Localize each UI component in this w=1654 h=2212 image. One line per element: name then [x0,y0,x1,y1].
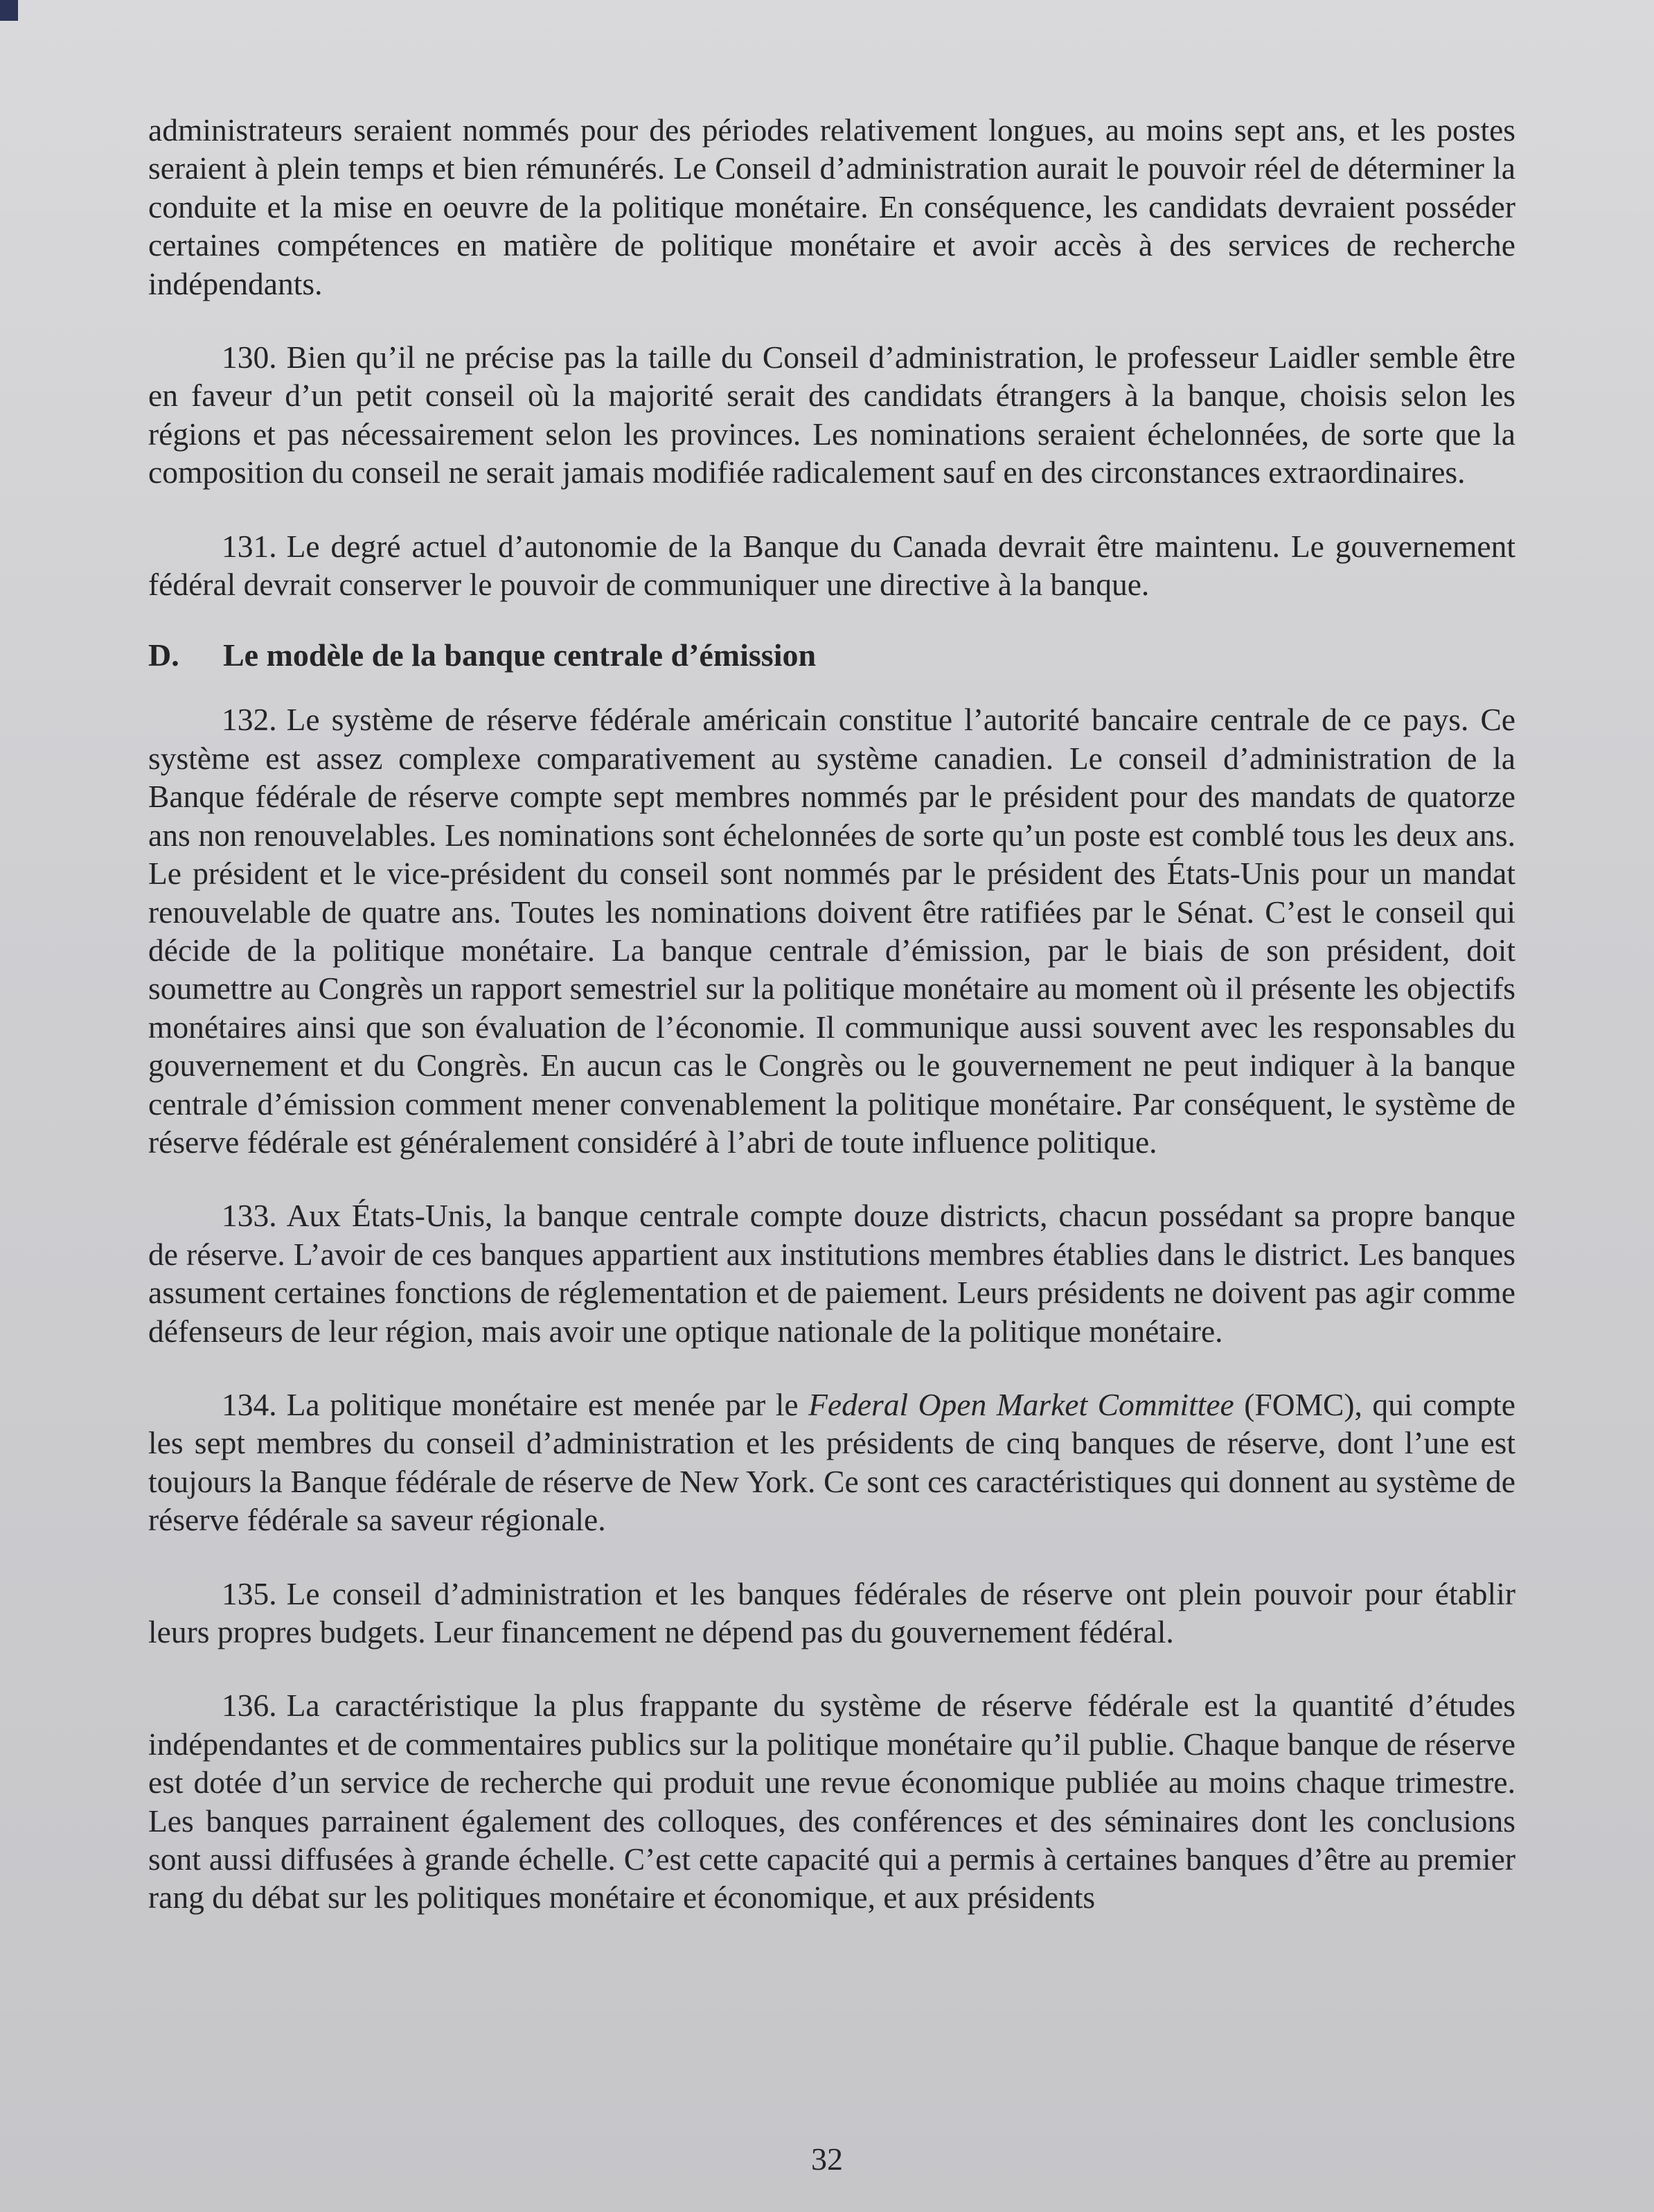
paragraph-136 [148,1686,1515,1916]
paragraph-continuation [148,111,1515,303]
paragraph-number: 131. [222,528,277,564]
paragraph-text: Le conseil d’administration et les banques fédérales de réserve ont plein pouvoir pour établir leurs propres budgets. Leur financement ne dépend pas du gouvernement fédéral. [148,1575,1515,1649]
paragraph-131 [148,527,1515,604]
paragraph-number: 135. [222,1575,277,1611]
paragraph-text-before: La politique monétaire est menée par le [286,1386,809,1422]
paragraph-number: 134. [222,1386,277,1422]
page-corner-tab [0,0,18,21]
paragraph-number: 132. [222,702,277,738]
section-heading [148,636,1515,674]
page-number: 32 [811,2141,843,2177]
paragraph-text: administrateurs seraient nommés pour des périodes relativement longues, au moins sept ans, et les postes seraient à plein temps et bien rémunérés. Le Conseil d’administration aurait le pouvoir réel de déterminer la conduite et la mise en oeuvre de la politique monétaire. En conséquence, les candidats devraient posséder certaines compétences en matière de politique monétaire et avoir accès à des services de recherche indépendants. [148,112,1515,301]
section-title: Le modèle de la banque centrale d’émission [223,637,817,673]
paragraph-text-after: (FOMC), qui compte les sept membres du conseil d’administration et les présidents de cinq banques de réserve, dont l’une est toujours la Banque fédérale de réserve de New York. Ce sont ces caractéristiques qui donnent au système de réserve fédérale sa saveur régionale. [148,1386,1516,1538]
paragraph-132 [148,700,1515,1161]
paragraph-text: Bien qu’il ne précise pas la taille du Conseil d’administration, le professeur Laidler semble être en faveur d’un petit conseil où la majorité serait des candidats étrangers à la banque, choisis selon les régions et pas nécessairement selon les provinces. Les nominations seraient échelonnées, de sorte que la composition du conseil ne serait jamais modifiée radicalement sauf en des circonstances extraordinaires. [148,339,1515,490]
paragraph-130 [148,338,1515,492]
committee-name-italic: Federal Open Market Committee [808,1386,1234,1422]
paragraph-133 [148,1196,1515,1350]
section-letter: D. [148,637,179,673]
paragraph-number: 130. [222,339,277,375]
paragraph-135 [148,1575,1515,1652]
paragraph-number: 136. [222,1688,277,1724]
paragraph-number: 133. [222,1198,277,1234]
paragraph-text: La caractéristique la plus frappante du système de réserve fédérale est la quantité d’études indépendantes et de commentaires publics sur la politique monétaire qu’il publie. Chaque banque de réserve est dotée d’un service de recherche qui produit une revue économique publiée au moins chaque trimestre. Les banques parrainent également des colloques, des conférences et des séminaires dont les conclusions sont aussi diffusées à grande échelle. C’est cette capacité qui a permis à certaines banques d’être au premier rang du débat sur les politiques monétaire et économique, et aux présidents [148,1688,1515,1915]
body-text [148,111,1515,1952]
paragraph-134 [148,1386,1515,1539]
paragraph-text: Le degré actuel d’autonomie de la Banque du Canada devrait être maintenu. Le gouvernement fédéral devrait conserver le pouvoir de communiquer une directive à la banque. [148,528,1515,603]
paragraph-text: Aux États-Unis, la banque centrale compte douze districts, chacun possédant sa propre banque de réserve. L’avoir de ces banques appartient aux institutions membres établies dans le district. Les banques assument certaines fonctions de réglementation et de paiement. Leurs présidents ne doivent pas agir comme défenseurs de leur région, mais avoir une optique nationale de la politique monétaire. [148,1198,1515,1349]
paragraph-text: Le système de réserve fédérale américain constitue l’autorité bancaire centrale de ce pays. Ce système est assez complexe comparativement au système canadien. Le conseil d’administration de la Banque fédérale de réserve compte sept membres nommés par le président pour des mandats de quatorze ans non renouvelables. Les nominations sont échelonnées de sorte qu’un poste est comblé tous les deux ans. Le président et le vice-président du conseil sont nommés par le président des États-Unis pour un mandat renouvelable de quatre ans. Toutes les nominations doivent être ratifiées par le Sénat. C’est le conseil qui décide de la politique monétaire. La banque centrale d’émission, par le biais de son président, doit soumettre au Congrès un rapport semestriel sur la politique monétaire au moment où il présente les objectifs monétaires ainsi que son évaluation de l’économie. Il communique aussi souvent avec les responsables du gouvernement et du Congrès. En aucun cas le Congrès ou le gouvernement ne peut indiquer à la banque centrale d’émission comment mener convenablement la politique monétaire. Par conséquent, le système de réserve fédérale est généralement considéré à l’abri de toute influence politique. [148,702,1515,1160]
